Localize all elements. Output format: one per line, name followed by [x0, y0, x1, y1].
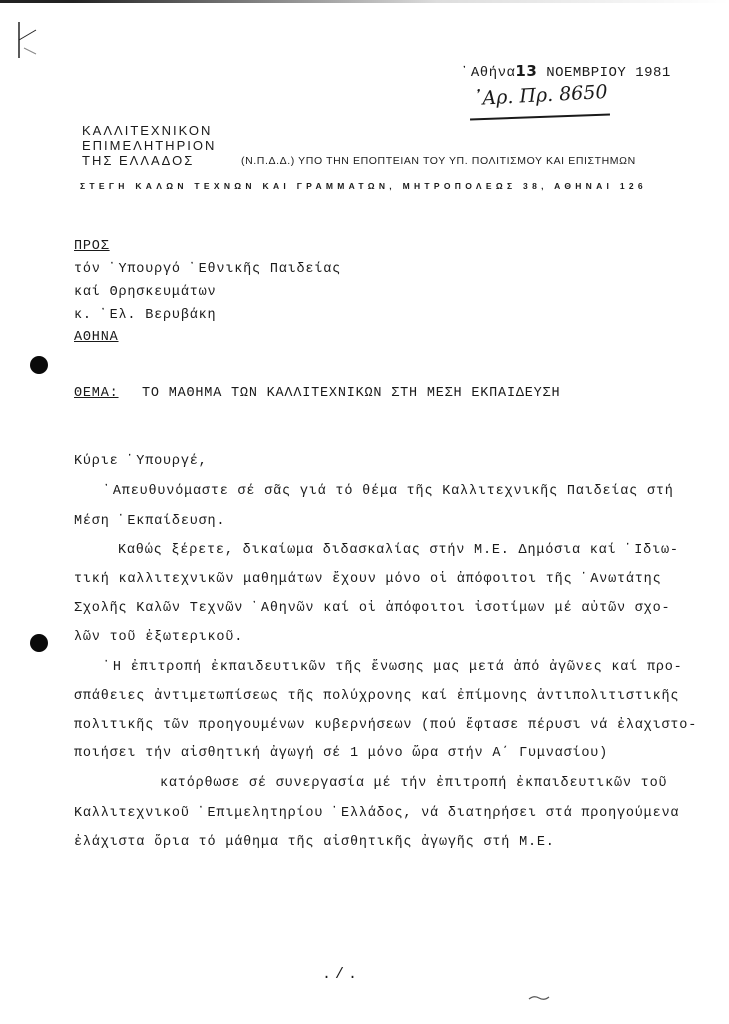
punch-hole-bottom	[30, 634, 48, 652]
scan-edge	[0, 0, 729, 3]
org-name-line-3: ΤΗΣ ΕΛΛΑΔΟΣ	[82, 153, 195, 168]
date-month-year: ΝΟΕΜΒΡΙΟΥ 1981	[537, 65, 671, 81]
corner-scan-mark	[16, 20, 38, 60]
recipient-heading: ΠΡΟΣ	[74, 239, 110, 254]
body-line: ᾿Απευθυνόμαστε σέ σᾶς γιά τό θέμα τῆς Καλλιτεχνικῆς Παιδείας στή	[104, 484, 674, 499]
body-line: Σχολῆς Καλῶν Τεχνῶν ᾿Αθηνῶν καί οἱ ἀπόφοιτοι ἰσοτίμων μέ αὐτῶν σχο-	[74, 601, 671, 616]
subject-label: ΘΕΜΑ:	[74, 386, 119, 401]
body-line: Μέση ᾿Εκπαίδευση.	[74, 514, 226, 529]
body-line: πολιτικῆς τῶν προηγουμένων κυβερνήσεων (πού ἔφτασε πέρυσι νά ἐλαχιστο-	[74, 718, 698, 733]
body-line: Καθώς ξέρετε, δικαίωμα διδασκαλίας στήν Μ.Ε. Δημόσια καί ᾿Ιδιω-	[118, 543, 679, 558]
body-line: ἐλάχιστα ὅρια τό μάθημα τῆς αἰσθητικῆς ἀγωγῆς στή Μ.Ε.	[74, 835, 555, 850]
subject-text: ΤΟ ΜΑΘΗΜΑ ΤΩΝ ΚΑΛΛΙΤΕΧΝΙΚΩΝ ΣΤΗ ΜΕΣΗ ΕΚΠΑΙΔΕΥΣΗ	[142, 386, 561, 401]
org-name-line-1: ΚΑΛΛΙΤΕΧΝΙΚΟΝ	[82, 123, 213, 138]
protocol-number: ᾿Αρ. Πρ. 8650	[472, 80, 609, 110]
body-line: ποιήσει τήν αἰσθητική ἀγωγή σέ 1 μόνο ὥρα στήν Α΄ Γυμνασίου)	[74, 746, 609, 761]
org-name-line-2: ΕΠΙΜΕΛΗΤΗΡΙΟΝ	[82, 138, 217, 153]
body-line: λῶν τοῦ ἐξωτερικοῦ.	[74, 630, 244, 645]
date-city: ᾿Αθήνα	[462, 65, 516, 81]
org-address: ΣΤΕΓΗ ΚΑΛΩΝ ΤΕΧΝΩΝ ΚΑΙ ΓΡΑΜΜΑΤΩΝ, ΜΗΤΡΟΠΟΛΕΩΣ 38, ΑΘΗΝΑΙ 126	[80, 181, 647, 191]
ink-smudge	[528, 995, 550, 1001]
body-line: τική καλλιτεχνικῶν μαθημάτων ἔχουν μόνο οἱ ἀπόφοιτοι τῆς ᾿Ανωτάτης	[74, 572, 662, 587]
punch-hole-top	[30, 356, 48, 374]
letter-date	[462, 62, 671, 81]
recipient-line-2: καί Θρησκευμάτων	[74, 285, 217, 300]
recipient-city: ΑΘΗΝΑ	[74, 330, 119, 345]
body-line: Καλλιτεχνικοῦ ᾿Επιμελητηρίου ῾Ελλάδος, νά διατηρήσει στά προηγούμενα	[74, 806, 680, 821]
date-day: 13	[515, 62, 538, 80]
recipient-line-3: κ. ᾿Ελ. Βερυβάκη	[74, 308, 217, 323]
org-subtitle: (Ν.Π.Δ.Δ.) ΥΠΟ ΤΗΝ ΕΠΟΠΤΕΙΑΝ ΤΟΥ ΥΠ. ΠΟΛΙΤΙΣΜΟΥ ΚΑΙ ΕΠΙΣΤΗΜΩΝ	[241, 155, 636, 167]
salutation: Κύριε ᾿Υπουργέ,	[74, 454, 208, 469]
body-line: ῾Η ἐπιτροπή ἐκπαιδευτικῶν τῆς ἕνωσης μας μετά ἀπό ἀγῶνες καί προ-	[104, 660, 683, 675]
protocol-underline	[470, 114, 610, 121]
recipient-line-1: τόν ᾿Υπουργό ᾿Εθνικῆς Παιδείας	[74, 262, 342, 277]
body-line: σπάθειες ἀντιμετωπίσεως τῆς πολύχρονης καί ἐπίμονης ἀντιπολιτιστικῆς	[74, 689, 680, 704]
continuation-marker: ./.	[322, 966, 362, 983]
body-line: κατόρθωσε σέ συνεργασία μέ τήν ἐπιτροπή ἐκπαιδευτικῶν τοῦ	[160, 776, 668, 791]
